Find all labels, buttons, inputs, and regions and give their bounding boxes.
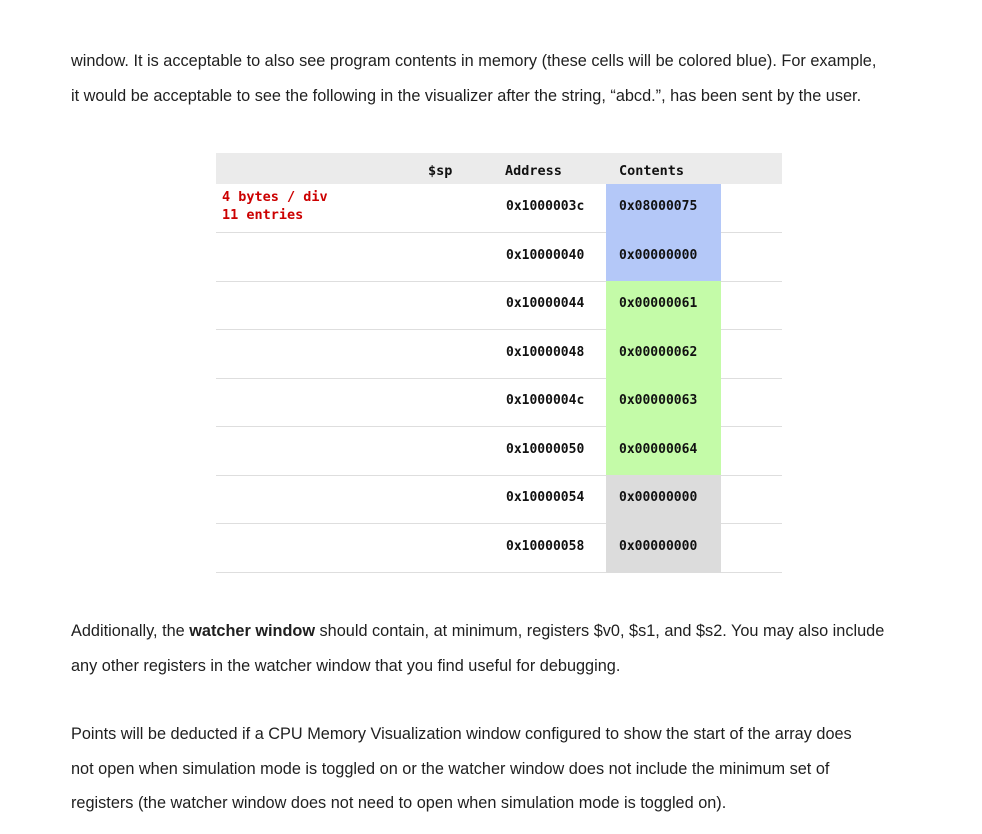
memory-contents-cell xyxy=(606,427,721,476)
memory-contents-value: 0x00000061 xyxy=(619,296,698,311)
memory-contents-value: 0x08000075 xyxy=(619,199,698,214)
memory-contents-cell xyxy=(606,524,721,573)
points-line-2: not open when simulation mode is toggled on or the watcher window does not include the minimum set of xyxy=(71,759,830,778)
points-paragraph xyxy=(71,717,951,821)
watcher-line-1-post: should contain, at minimum, registers $v0, $s1, and $s2. You may also include xyxy=(315,622,885,640)
memory-contents-value: 0x00000000 xyxy=(619,538,698,554)
memory-contents-cell xyxy=(606,233,721,282)
memory-contents-cell xyxy=(606,475,721,524)
memory-address: 0x1000004c xyxy=(506,393,585,408)
contents-column-header: Contents xyxy=(619,163,685,179)
memory-address: 0x10000044 xyxy=(506,296,585,311)
points-line-1: Points will be deducted if a CPU Memory Visualization window configured to show the start of the array does xyxy=(71,725,852,743)
memory-visualizer xyxy=(216,153,782,572)
intro-paragraph xyxy=(71,44,951,113)
entries-count-label: 11 entries xyxy=(222,207,304,223)
memory-address: 0x1000003c xyxy=(506,199,585,214)
memory-address: 0x10000048 xyxy=(506,344,585,360)
watcher-line-1-pre: Additionally, the xyxy=(71,622,190,640)
visualizer-header xyxy=(216,153,782,184)
memory-contents-value: 0x00000000 xyxy=(619,247,698,263)
watcher-window-term: watcher window xyxy=(189,622,316,640)
memory-contents-cell xyxy=(606,281,721,330)
memory-contents-cell xyxy=(606,330,721,379)
watcher-paragraph xyxy=(71,614,951,683)
bytes-per-div-label: 4 bytes / div xyxy=(222,189,328,205)
intro-line-2: it would be acceptable to see the following in the visualizer after the string, “abcd.”, has been sent by the user. xyxy=(71,86,862,105)
memory-contents-value: 0x00000000 xyxy=(619,490,698,505)
watcher-line-1 xyxy=(71,614,951,649)
memory-row xyxy=(216,475,782,524)
watcher-line-2: any other registers in the watcher window that you find useful for debugging. xyxy=(71,656,621,675)
memory-row xyxy=(216,427,782,476)
memory-row xyxy=(216,233,782,282)
memory-address: 0x10000054 xyxy=(506,490,585,505)
memory-row xyxy=(216,330,782,379)
memory-contents-cell xyxy=(606,184,721,233)
sp-column-header: $sp xyxy=(428,163,453,179)
intro-line-1: window. It is acceptable to also see program contents in memory (these cells will be colored blue). For example, xyxy=(71,52,877,70)
memory-address: 0x10000040 xyxy=(506,247,585,263)
memory-row xyxy=(216,281,782,330)
memory-address: 0x10000050 xyxy=(506,441,585,457)
address-column-header: Address xyxy=(505,163,562,179)
memory-row xyxy=(216,524,782,573)
memory-contents-value: 0x00000064 xyxy=(619,441,698,457)
memory-contents-value: 0x00000062 xyxy=(619,344,698,360)
memory-row xyxy=(216,378,782,427)
memory-contents-cell xyxy=(606,378,721,427)
points-line-3: registers (the watcher window does not need to open when simulation mode is toggled on). xyxy=(71,794,727,812)
memory-row xyxy=(216,184,782,233)
memory-address: 0x10000058 xyxy=(506,538,585,554)
memory-contents-value: 0x00000063 xyxy=(619,393,698,408)
